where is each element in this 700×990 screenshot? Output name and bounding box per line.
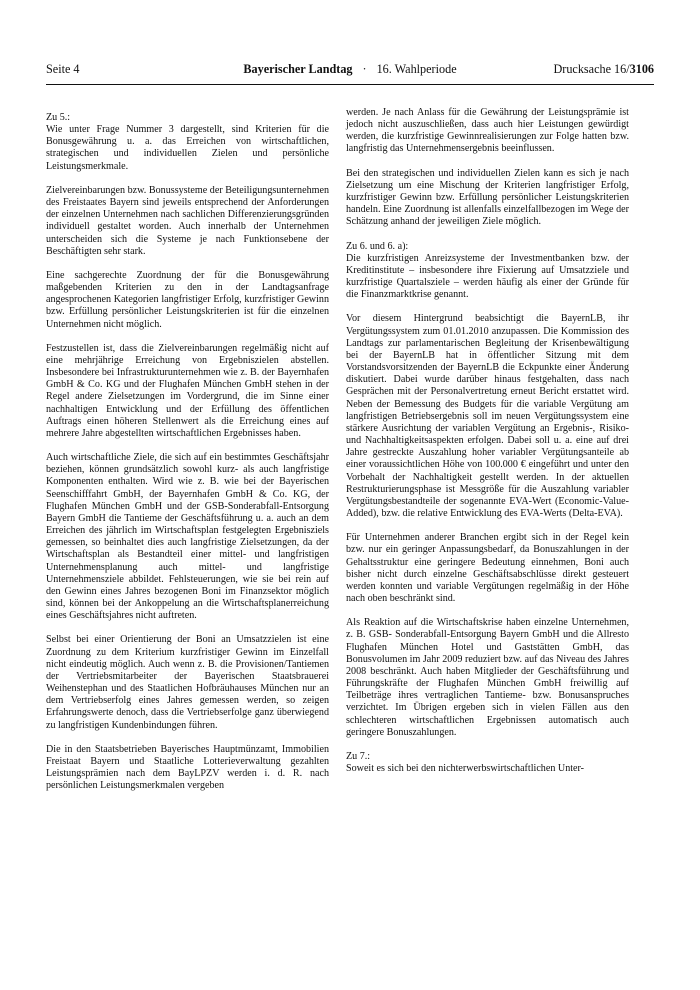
paragraph xyxy=(346,313,629,520)
left-column xyxy=(46,112,329,804)
document-number: 3106 xyxy=(629,62,654,76)
paragraph xyxy=(46,744,329,793)
document-reference xyxy=(457,62,654,77)
document-prefix: Drucksache 16/ xyxy=(553,62,630,76)
paragraph xyxy=(46,634,329,731)
paragraph xyxy=(346,168,629,229)
paragraph xyxy=(46,343,329,440)
paragraph xyxy=(346,532,629,605)
paragraph-text: Festzustellen ist, dass die Zielvereinbarungen regelmäßig nicht auf eine mehrjährige Erreichung von Ergebniszielen abstellen. Insbesondere bei Infrastrukturunternehmen wie z. B. der Bayernhafen GmbH & Co. KG und der Flughafen München GmbH stehen in der Regel andere Zielsetzungen im Vordergrund, die im Sinne einer nachhaltigen Entwicklung und der Erfüllung des öffentlichen Auftrags einen höheren Stellenwert als die Erreichung eines auf mehrere Jahre abgestellten wirtschaftlichen Ergebnisses haben. xyxy=(46,342,329,439)
paragraph xyxy=(346,617,629,739)
paragraph-text: Bei den strategischen und individuellen Zielen kann es sich je nach Zielsetzung um eine Mischung der Kriterien langfristiger Erfolg, kurzfristiger Gewinn bzw. Erfüllung persönlicher Leistungskriterien handeln. Eine Zuordnung ist allenfalls einzelfallbezogen im Wege der Schätzung anhand der jeweiligen Ziele möglich. xyxy=(346,167,629,228)
paragraph-text: Selbst bei einer Orientierung der Boni an Umsatzzielen ist eine Zuordnung zu dem Kriterium kurzfristiger Gewinn im Einzelfall nicht eindeutig möglich. Auch wenn z. B. die Provisionen/Tantiemen der Vertriebsmitarbeiter der Bayerischen Staatsbrauerei Weihenstephan und des Staatlichen Hofbräuhauses München nur an dem Vertriebserfolg eines Jahres gemessen werden, so zeigen Erfahrungswerte denoch, dass die Vertriebserfolge ganz überwiegend zu langfristigen Kundenbindungen führen. xyxy=(46,634,329,731)
paragraph-text: Eine sachgerechte Zuordnung der für die Bonusgewährung maßgebenden Kriterien zu den in der Landtagsanfrage angesprochenen Kategorien langfristiger Erfolg, kurzfristiger Gewinn bzw. Erfüllung persönlicher Leistungskriterien ist für die einzelnen Unternehmen nicht möglich. xyxy=(46,269,329,330)
paragraph-text: werden. Je nach Anlass für die Gewährung der Leistungsprämie ist jedoch nicht auszuschließen, dass auch hier Leistungen gewürdigt werden, die kurzfristige Gewinnrealisierungen zur Folge hatten bzw. langfristig das Unternehmensergebnis beeinflussen. xyxy=(346,107,629,155)
paragraph-text: Die in den Staatsbetrieben Bayerisches Hauptmünzamt, Immobilien Freistaat Bayern und Staatliche Lotterieverwaltung gezahlten Leistungsprämien nach dem BayLPZV werden i. d. R. nach persönlichen Leistungsmerkmalen vergeben xyxy=(46,743,329,792)
paragraph-text: Zielvereinbarungen bzw. Bonussysteme der Beteiligungsunternehmen des Freistaates Bayern sind jeweils entsprechend der Anforderungen der einzelnen Unternehmen nach sachlichen Differenzierungsgründen individuell gestaltet worden. Auch innerhalb der Unternehmen unterscheiden sich die Systeme je nach Funktionsebene der Beschäftigten sehr stark. xyxy=(46,184,329,257)
header-separator: · xyxy=(362,62,367,76)
section-heading: Zu 7.: xyxy=(346,750,371,762)
paragraph xyxy=(346,751,629,775)
paragraph-text: Für Unternehmen anderer Branchen ergibt sich in der Regel kein bzw. nur ein geringer Anpassungsbedarf, da Bonuszahlungen in der Gehaltsstruktur eine geringere Bedeutung einnehmen, Boni auch bisher nicht durch einzelne Geschäftsabschlüsse direkt gesteuert werden konnten und variable Vergütungen regelmäßig in der Höhe nach oben beschränkt sind. xyxy=(346,532,629,604)
paragraph xyxy=(46,112,329,173)
paragraph xyxy=(46,270,329,331)
header-rule xyxy=(46,84,654,85)
paragraph-text: Als Reaktion auf die Wirtschaftskrise haben einzelne Unternehmen, z. B. GSB- Sonderabfall-Entsorgung Bayern GmbH und die Allresto Flughafen München Hotel und Gaststätten GmbH, das Bonusvolumen im Jahr 2009 reduziert bzw. auf das Niveau des Jahres 2008 beschränkt. Auch haben Mitglieder der Geschäftsführung und Führungskräfte der Flughafen München GmbH freiwillig auf Teilbeträge ihres vertraglichen Tantieme- bzw. Bonusanspruches verzichtet. Im Übrigen ergeben sich in vielen Fällen aus den schlechteren wirtschaftlichen Ergebnissen automatisch auch geringere Bonuszahlungen. xyxy=(346,617,629,738)
paragraph-text: Vor diesem Hintergrund beabsichtigt die BayernLB, ihr Vergütungssystem zum 01.01.2010 anzupassen. Die Kommission des Landtags zur parlamentarischen Begleitung der Krisenbewältigung bei der BayernLB hat in öffentlicher Sitzung mit dem Vorstandsvorsitzenden der BayernLB die Eckpunkte einer Änderung diskutiert. Dabei wurde darüber hinaus festgehalten, dass nach Gesprächen mit der Personalvertretung erneut Bericht erstattet wird. Neben der Bemessung des Budgets für die variable Vergütung am langfristigen Betriebsergebnis soll im neuen Vergütungssystem eine stärkere Ausrichtung der variablen Vergütung an Ergebnis-, Risiko- und Nachhaltigkeitsaspekten erfolgen. Dabei soll u. a. eine auf drei Jahre gestreckte Auszahlung hoher variabler Vergütungsanteile ab einer voraussichtlichen Höhe von 100.000 € eingeführt und unter den Vorbehalt der Nachhaltigkeit gestellt werden. In der aktuellen Restrukturierungsphase ist Messgröße für die Auszahlung variabler Vergütungsbestandteile der sogenannte EVA-Wert (Economic-Value-Added), bzw. die relative Entwicklung des EVA-Werts (Delta-EVA). xyxy=(346,313,629,519)
paragraph xyxy=(346,107,629,156)
section-heading: Zu 6. und 6. a): xyxy=(346,240,409,252)
paragraph xyxy=(346,241,629,302)
paragraph-text: Die kurzfristigen Anreizsysteme der Investmentbanken bzw. der Kreditinstitute – insbesondere ihre Fixierung auf Umsatzziele und kurzfristige Quartalsziele – werden häufig als einer der Gründe für die Finanzmarktkrise genannt. xyxy=(346,252,629,301)
paragraph xyxy=(46,452,329,622)
publisher-title: Bayerischer Landtag xyxy=(243,62,353,76)
paragraph-text: Auch wirtschaftliche Ziele, die sich auf ein bestimmtes Geschäftsjahr beziehen, können grundsätzlich sowohl kurz- als auch langfristige Komponenten enthalten. Wird wie z. B. wie bei der Bayerischen Seenschifffahrt GmbH, der Bayernhafen GmbH & Co. KG, der Flughafen München GmbH und der GSB-Sonderabfall-Entsorgung Bayern GmbH die Tantieme der Geschäftsführung u. a. auch an dem Erreichen des jährlich im Wirtschaftsplan festgelegten Ergebnisziels gemessen, so beinhaltet dies auch langfristige Zielsetzungen, da der Wirtschaftsplan als Bestandteil einer mittel- und langfristigen Unternehmensplanung auch mittel- und langfristige Unternehmensziele abbildet. Fehlsteuerungen, wie sie bei rein auf den Gewinn eines Jahres bezogenen Boni im Finanzsektor möglich sind, können bei der Ankoppelung an die Wirtschaftsplanerreichung eines Geschäftsjahres nicht auftreten. xyxy=(46,452,329,622)
legislative-period: 16. Wahlperiode xyxy=(376,62,457,76)
header-center xyxy=(243,62,456,77)
page-number: Seite 4 xyxy=(46,62,80,76)
section-heading: Zu 5.: xyxy=(46,112,71,123)
paragraph-text: Soweit es sich bei den nichterwerbswirtschaftlichen Unter- xyxy=(346,763,585,775)
page-header xyxy=(46,62,654,82)
right-column xyxy=(346,107,629,787)
paragraph xyxy=(46,185,329,258)
paragraph-text: Wie unter Frage Nummer 3 dargestellt, sind Kriterien für die Bonusgewährung u. a. das Erreichen von wirtschaftlichen, strategischen und individuellen Zielen und persönliche Leistungsmerkmale. xyxy=(46,124,329,172)
